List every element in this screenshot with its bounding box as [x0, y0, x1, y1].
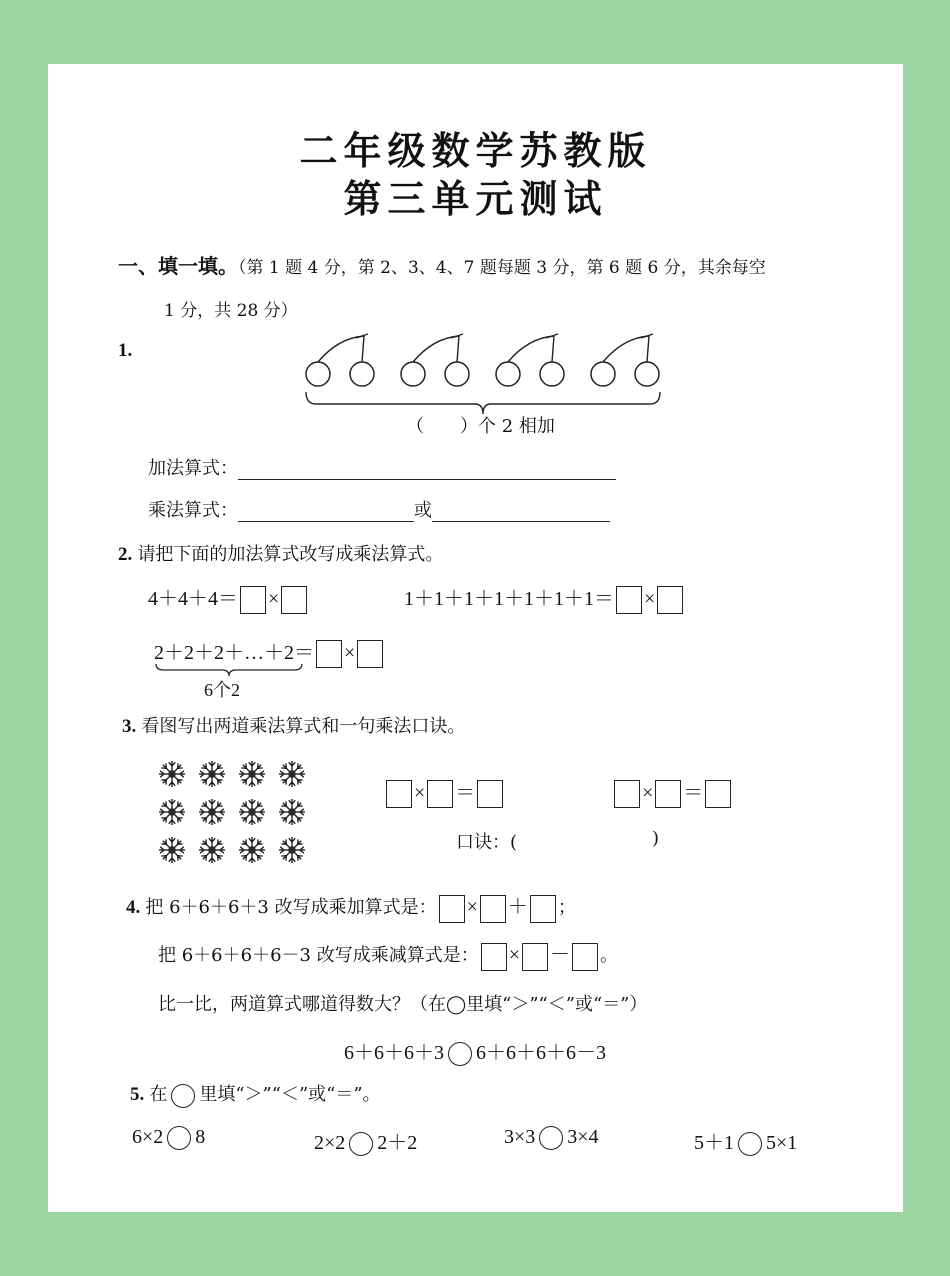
expr2-text: 1＋1＋1＋1＋1＋1＋1＝: [404, 588, 614, 610]
snowflake: [239, 761, 265, 787]
q3-header: [122, 712, 465, 738]
item-right: 3×4: [567, 1126, 599, 1148]
q3-formula-label: 口诀：(: [456, 832, 518, 853]
q1-multiplication-row: [148, 496, 610, 522]
q4-compare-row: [344, 1036, 606, 1066]
q5-header: [130, 1080, 381, 1108]
compare-right: 6＋6＋6＋6－3: [476, 1042, 606, 1064]
or-label: 或: [414, 500, 432, 521]
times-sign: ×: [644, 588, 656, 610]
answer-box[interactable]: [481, 943, 507, 971]
snowflake: [159, 837, 185, 863]
compare-circle[interactable]: [349, 1132, 373, 1156]
q1-number: 1.: [118, 340, 133, 361]
times-sign: ×: [344, 642, 356, 664]
q2-prompt: 请把下面的加法算式改写成乘法算式。: [137, 544, 444, 565]
answer-box[interactable]: [439, 895, 465, 923]
snowflake-grid: [152, 756, 312, 870]
q3-formula-close: ): [652, 828, 660, 849]
item-right: 5×1: [766, 1132, 798, 1154]
answer-box[interactable]: [522, 943, 548, 971]
answer-box[interactable]: [477, 780, 503, 808]
q5-item-4: [694, 1126, 797, 1156]
q2-header: [118, 540, 443, 566]
answer-box[interactable]: [427, 780, 453, 808]
compare-left: 6＋6＋6＋3: [344, 1042, 444, 1064]
multiplication-answer-line-2[interactable]: [432, 503, 610, 522]
semicolon: ；: [557, 897, 576, 918]
q2-expression-2: [404, 582, 685, 614]
times-sign: ×: [508, 944, 520, 966]
item-right: 2＋2: [377, 1132, 418, 1154]
equals-sign: ＝: [683, 782, 704, 804]
times-sign: ×: [642, 782, 654, 804]
q4-line-2: [158, 938, 618, 971]
q3-equation-2: [612, 776, 733, 808]
q4-line1-text: 把 6＋6＋6＋3 改写成乘加算式是：: [145, 897, 437, 918]
cherry-pair: [306, 334, 374, 386]
answer-box[interactable]: [357, 640, 383, 668]
answer-box[interactable]: [316, 640, 342, 668]
q5-item-2: [314, 1126, 417, 1156]
section-1-header: [118, 250, 766, 279]
answer-box[interactable]: [530, 895, 556, 923]
snowflake: [279, 761, 305, 787]
answer-box[interactable]: [614, 780, 640, 808]
times-sign: ×: [466, 896, 478, 918]
q5-item-1: [132, 1126, 205, 1150]
times-sign: ×: [268, 588, 280, 610]
cherries-brace: [306, 392, 660, 414]
cherry-pair: [591, 334, 659, 386]
snowflake: [159, 761, 185, 787]
title-line-1: 二年级数学苏教版: [299, 129, 652, 173]
answer-box[interactable]: [240, 586, 266, 614]
snowflake: [239, 799, 265, 825]
equals-sign: ＝: [455, 782, 476, 804]
q4-number: 4.: [126, 897, 141, 918]
q3-equation-1: [384, 776, 505, 808]
compare-circle[interactable]: [448, 1042, 472, 1066]
answer-box[interactable]: [655, 780, 681, 808]
section-1-note-line1: （第 1 题 4 分，第 2、3、4、7 题每题 3 分，第 6 题 6 分，其余每空: [238, 258, 766, 278]
answer-box[interactable]: [281, 586, 307, 614]
times-sign: ×: [414, 782, 426, 804]
compare-circle[interactable]: [738, 1132, 762, 1156]
q2-number: 2.: [118, 544, 133, 565]
plus-sign: ＋: [507, 896, 528, 918]
snowflake: [239, 837, 265, 863]
q4-line2-text: 把 6＋6＋6＋6－3 改写成乘减算式是：: [158, 945, 479, 966]
answer-box[interactable]: [705, 780, 731, 808]
q1-brace-caption: （ ）个 2 相加: [406, 416, 555, 437]
expr1-text: 4＋4＋4＝: [148, 588, 238, 610]
item-left: 3×3: [504, 1126, 536, 1148]
cherry-pair: [401, 334, 469, 386]
snowflake: [279, 837, 305, 863]
multiplication-answer-line-1[interactable]: [238, 503, 414, 522]
addition-label: 加法算式：: [148, 458, 238, 479]
snowflake: [199, 761, 225, 787]
section-1-note-line2: 1 分，共 28 分）: [164, 301, 298, 321]
snowflake: [199, 799, 225, 825]
period: 。: [599, 945, 618, 966]
addition-answer-line[interactable]: [238, 461, 616, 480]
answer-box[interactable]: [386, 780, 412, 808]
q4-line-3: 比一比，两道算式哪道得数大？（在◯里填“＞”“＜”或“＝”）: [158, 994, 648, 1015]
q3-number: 3.: [122, 716, 137, 737]
q5-prompt-a: 在: [149, 1084, 168, 1105]
q5-number: 5.: [130, 1084, 145, 1105]
q2-expression-1: [148, 582, 309, 614]
answer-box[interactable]: [480, 895, 506, 923]
q5-prompt-b: 里填“＞”“＜”或“＝”。: [199, 1084, 381, 1105]
compare-circle[interactable]: [167, 1126, 191, 1150]
snowflake: [279, 799, 305, 825]
answer-box[interactable]: [616, 586, 642, 614]
worksheet-page: [48, 64, 903, 1212]
snowflake: [199, 837, 225, 863]
q5-item-3: [504, 1126, 599, 1150]
circle-symbol: [171, 1084, 195, 1108]
q3-prompt: 看图写出两道乘法算式和一句乘法口诀。: [141, 716, 466, 737]
answer-box[interactable]: [572, 943, 598, 971]
expr3-caption: 6个2: [204, 680, 240, 700]
compare-circle[interactable]: [539, 1126, 563, 1150]
item-right: 8: [195, 1126, 206, 1148]
answer-box[interactable]: [657, 586, 683, 614]
cherry-pair: [496, 334, 564, 386]
snowflake: [159, 799, 185, 825]
item-left: 6×2: [132, 1126, 164, 1148]
section-1-heading: 一、填一填。: [118, 254, 238, 278]
expr3-text: 2＋2＋2＋…＋2＝: [154, 642, 314, 664]
multiplication-label: 乘法算式：: [148, 500, 238, 521]
item-left: 2×2: [314, 1132, 346, 1154]
q4-line-1: [126, 890, 576, 923]
title-line-2: 第三单元测试: [343, 177, 608, 221]
q1-addition-row: [148, 454, 616, 480]
minus-sign: －: [549, 944, 570, 966]
item-left: 5＋1: [694, 1132, 734, 1154]
